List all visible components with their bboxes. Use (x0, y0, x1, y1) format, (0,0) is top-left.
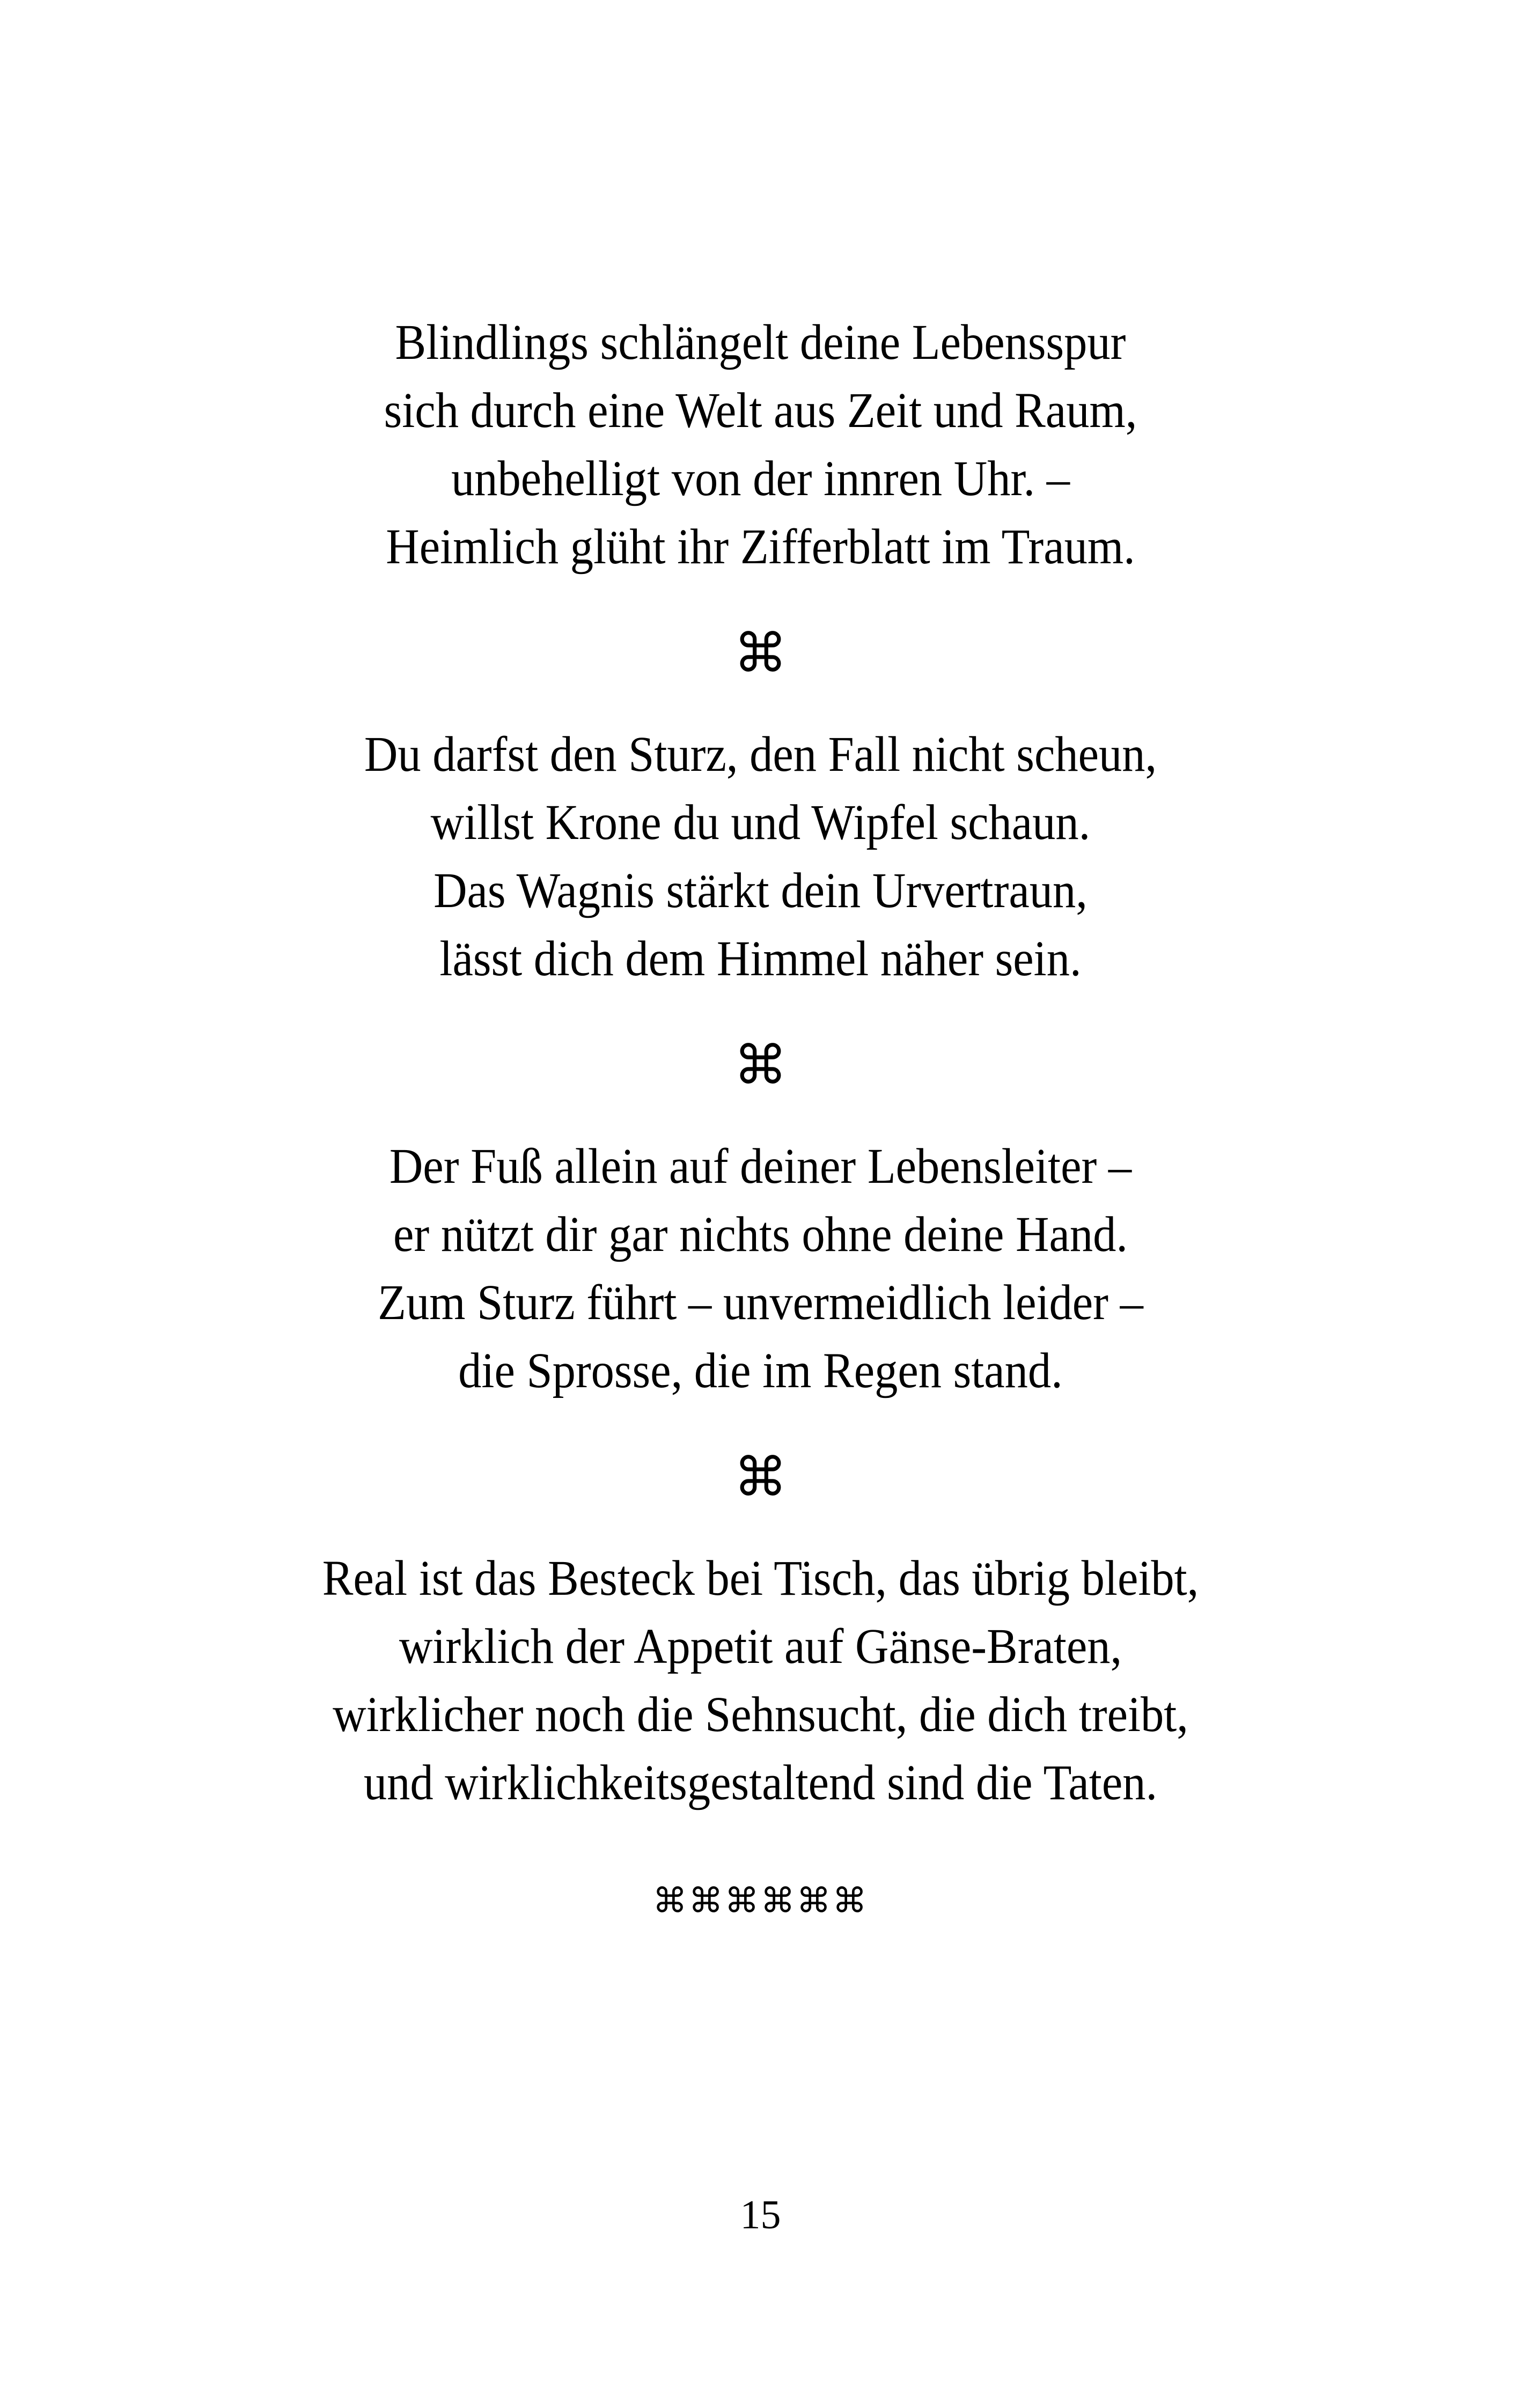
poem-line: Der Fuß allein auf deiner Lebensleiter – (389, 1139, 1132, 1194)
poem-line: willst Krone du und Wipfel schaun. (430, 795, 1091, 850)
poem-end-ornament-row-icon: ⌘⌘⌘⌘⌘⌘ (652, 1881, 869, 1921)
poem-line: Real ist das Besteck bei Tisch, das übrig bleibt, (322, 1551, 1199, 1606)
page-number: 15 (740, 2192, 781, 2237)
poem-line: lässt dich dem Himmel näher sein. (439, 931, 1082, 986)
poem-line: die Sprosse, die im Regen stand. (458, 1343, 1063, 1398)
poem-line: Das Wagnis stärkt dein Urvertraun, (433, 863, 1088, 918)
poem-line: und wirklichkeitsgestaltend sind die Taten. (363, 1755, 1158, 1810)
command-ornament-icon: ⌘ (733, 1034, 788, 1096)
poem-line: er nützt dir gar nichts ohne deine Hand. (393, 1207, 1128, 1262)
poem-line: wirklicher noch die Sehnsucht, die dich treibt, (333, 1687, 1188, 1742)
poem-line: Heimlich glüht ihr Zifferblatt im Traum. (386, 519, 1135, 575)
poem-line: unbehelligt von der innren Uhr. – (451, 451, 1070, 506)
poem-line: Blindlings schlängelt deine Lebensspur (395, 315, 1126, 370)
poem-line: sich durch eine Welt aus Zeit und Raum, (384, 383, 1137, 438)
poem-line: Du darfst den Sturz, den Fall nicht scheun, (364, 727, 1157, 782)
stanza-4 (53, 1544, 1468, 1817)
poem-line: Zum Sturz führt – unvermeidlich leider – (378, 1275, 1143, 1330)
stanza-1 (53, 308, 1468, 581)
command-ornament-icon: ⌘ (733, 622, 788, 684)
poem-line: wirklich der Appetit auf Gänse-Braten, (399, 1619, 1122, 1674)
command-ornament-icon: ⌘ (733, 1446, 788, 1508)
stanza-2 (53, 720, 1468, 993)
stanza-3 (53, 1132, 1468, 1405)
